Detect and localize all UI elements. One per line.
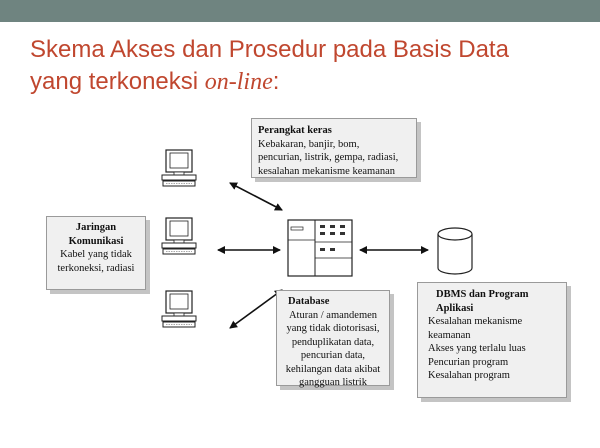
hardware-heading: Perangkat keras [258,125,332,136]
network-line: terkoneksi, radiasi [57,262,135,274]
database-line: penduplikatan data, [291,336,375,348]
database-line: pencurian data, [300,350,366,361]
title-line-1: Skema Akses dan Prosedur pada Basis Data [30,36,509,63]
database-line: kehilangan data akibat [285,363,381,375]
server-icon [288,220,352,276]
database-cylinder-icon [438,228,472,274]
database-heading: Database [288,296,330,307]
network-threats-box [46,216,146,290]
dbms-line: Kesalahan program [428,370,510,381]
hardware-line: Kebakaran, banjir, bom, [258,138,360,150]
computer-terminal-icon [162,218,196,254]
database-line: gangguan listrik [299,377,367,388]
dbms-line: keamanan [428,329,471,341]
dbms-line: Kesalahan mekanisme [428,316,523,327]
dbms-line: Pencurian program [428,356,509,368]
dbms-heading-2: Aplikasi [436,302,474,314]
network-heading-1: Jaringan [75,222,117,233]
title-line-2: yang terkoneksi on-line: [30,68,280,95]
network-line: Kabel yang tidak [60,249,132,260]
arrow-terminal1-server [230,183,282,210]
computer-terminal-icon [162,291,196,327]
network-heading-2: Komunikasi [68,235,124,247]
dbms-threats-box [417,282,567,398]
database-line: Aturan / amandemen [288,309,378,321]
hardware-line: pencurian, listrik, gempa, radiasi, [258,152,399,163]
arrow-terminal3-server [230,290,282,328]
hardware-threats-box [251,118,417,178]
database-line: yang tidak diotorisasi, [286,323,380,334]
dbms-heading-1: DBMS dan Program [436,289,529,300]
computer-terminal-icon [162,150,196,186]
dbms-line: Akses yang terlalu luas [428,343,526,354]
hardware-line: kesalahan mekanisme keamanan [258,165,396,177]
database-threats-box [276,290,390,386]
